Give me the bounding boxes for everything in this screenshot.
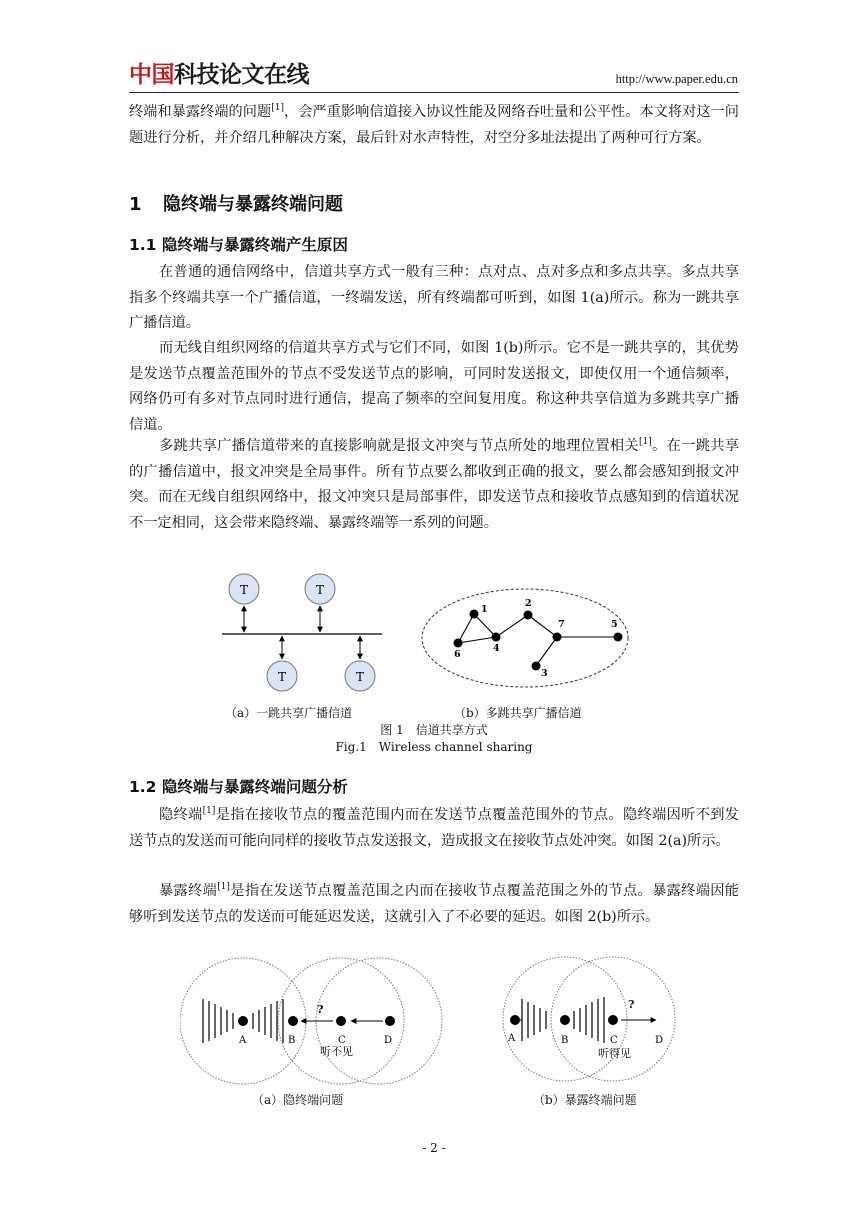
- site-logo: 中国科技论文在线: [129, 62, 309, 88]
- svg-text:6: 6: [454, 649, 461, 660]
- figure1a-caption: （a）一跳共享广播信道: [225, 706, 353, 720]
- note-label: 听不见: [320, 1045, 353, 1058]
- network-links: [458, 614, 618, 666]
- figure2b-caption: （b）暴露终端问题: [533, 1093, 637, 1107]
- svg-text:T: T: [277, 670, 287, 684]
- terminal-labels: [238, 1035, 392, 1046]
- terminal-node: [345, 661, 375, 691]
- body-paragraph: 隐终端[1]是指在接收节点的覆盖范围内而在发送节点覆盖范围外的节点。隐终端因听不到发送节点的发送而可能向同样的接收节点发送报文，造成报文在接收节点处冲突。如图 2(a)所示。: [129, 806, 739, 849]
- svg-text:C: C: [610, 1035, 618, 1046]
- svg-text:A: A: [508, 1033, 516, 1044]
- subsection-heading: 1.2 隐终端与暴露终端问题分析: [129, 778, 348, 796]
- figure2b-diagram: [495, 955, 705, 1090]
- question-mark: ?: [628, 998, 635, 1011]
- svg-text:T: T: [239, 583, 249, 597]
- terminal-node: [305, 574, 335, 604]
- intro-paragraph: 终端和暴露终端的问题[1]，会严重影响信道接入协议性能及网络吞吐量和公平性。本文将对这一问题进行分析，并介绍几种解决方案，最后针对水声特性，对空分多址法提出了两种可行方案。: [129, 103, 739, 146]
- header-url: http://www.paper.edu.cn: [615, 72, 738, 86]
- figure1-caption-en: Fig.1 Wireless channel sharing: [335, 740, 533, 754]
- body-paragraph: 暴露终端[1]是指在发送节点覆盖范围之内而在接收节点覆盖范围之外的节点。暴露终端因能够听到发送节点的发送而可能延迟发送，这就引入了不必要的延迟。如图 2(b)所示。: [129, 882, 739, 925]
- svg-text:T: T: [315, 583, 325, 597]
- svg-text:3: 3: [541, 668, 548, 679]
- svg-text:D: D: [384, 1035, 393, 1046]
- figure2a-diagram: [180, 955, 460, 1090]
- svg-text:B: B: [561, 1035, 569, 1046]
- svg-text:5: 5: [611, 619, 618, 630]
- section-heading: 1 隐终端与暴露终端问题: [129, 194, 343, 215]
- svg-text:T: T: [355, 670, 365, 684]
- svg-text:A: A: [239, 1035, 247, 1046]
- body-paragraph: 多跳共享广播信道带来的直接影响就是报文冲突与节点所处的地理位置相关[1]。在一跳共享的广播信道中，报文冲突是全局事件。所有节点要么都收到正确的报文，要么都会感知到报文冲突。而在无线自组织网络中，报文冲突只是局部事件，即发送节点和接收节点感知到的信道状况不一定相同，这会带来隐终端、暴露终端等一系列的问题。: [129, 437, 739, 531]
- figure1-diagram: [200, 560, 640, 700]
- svg-text:7: 7: [558, 619, 565, 630]
- terminal-labels: [507, 1033, 663, 1046]
- svg-text:4: 4: [493, 643, 500, 654]
- figure1b-caption: （b）多跳共享广播信道: [454, 706, 582, 720]
- terminal-node: [267, 661, 297, 691]
- subsection-heading: 1.1 隐终端与暴露终端产生原因: [129, 236, 348, 254]
- terminal-nodes: [510, 1015, 618, 1025]
- svg-text:B: B: [288, 1035, 296, 1046]
- header-divider: [129, 92, 739, 93]
- body-paragraph: 而无线自组织网络的信道共享方式与它们不同，如图 1(b)所示。它不是一跳共享的，其优势是发送节点覆盖范围外的节点不受发送节点的影响，可同时发送报文，即使仅用一个通信频率，网络仍可有多对节点同时进行通信，提高了频率的空间复用度。称这种共享信道为多跳共享广播信道。: [129, 340, 739, 433]
- question-mark: ?: [317, 1003, 324, 1016]
- svg-text:C: C: [338, 1035, 346, 1046]
- figure2a-caption: （a）隐终端问题: [252, 1093, 344, 1107]
- note-label: 听得见: [598, 1047, 631, 1060]
- page-number: - 2 -: [422, 1141, 446, 1155]
- figure1-caption-cn: 图 1 信道共享方式: [380, 723, 488, 737]
- svg-text:2: 2: [525, 598, 532, 609]
- body-paragraph: 在普通的通信网络中，信道共享方式一般有三种：点对点、点对多点和多点共享。多点共享指多个终端共享一个广播信道，一终端发送，所有终端都可听到，如图 1(a)所示。称为一跳共享广播信道。: [129, 264, 739, 332]
- terminal-node: [229, 574, 259, 604]
- svg-text:1: 1: [481, 604, 488, 615]
- svg-text:D: D: [655, 1035, 664, 1046]
